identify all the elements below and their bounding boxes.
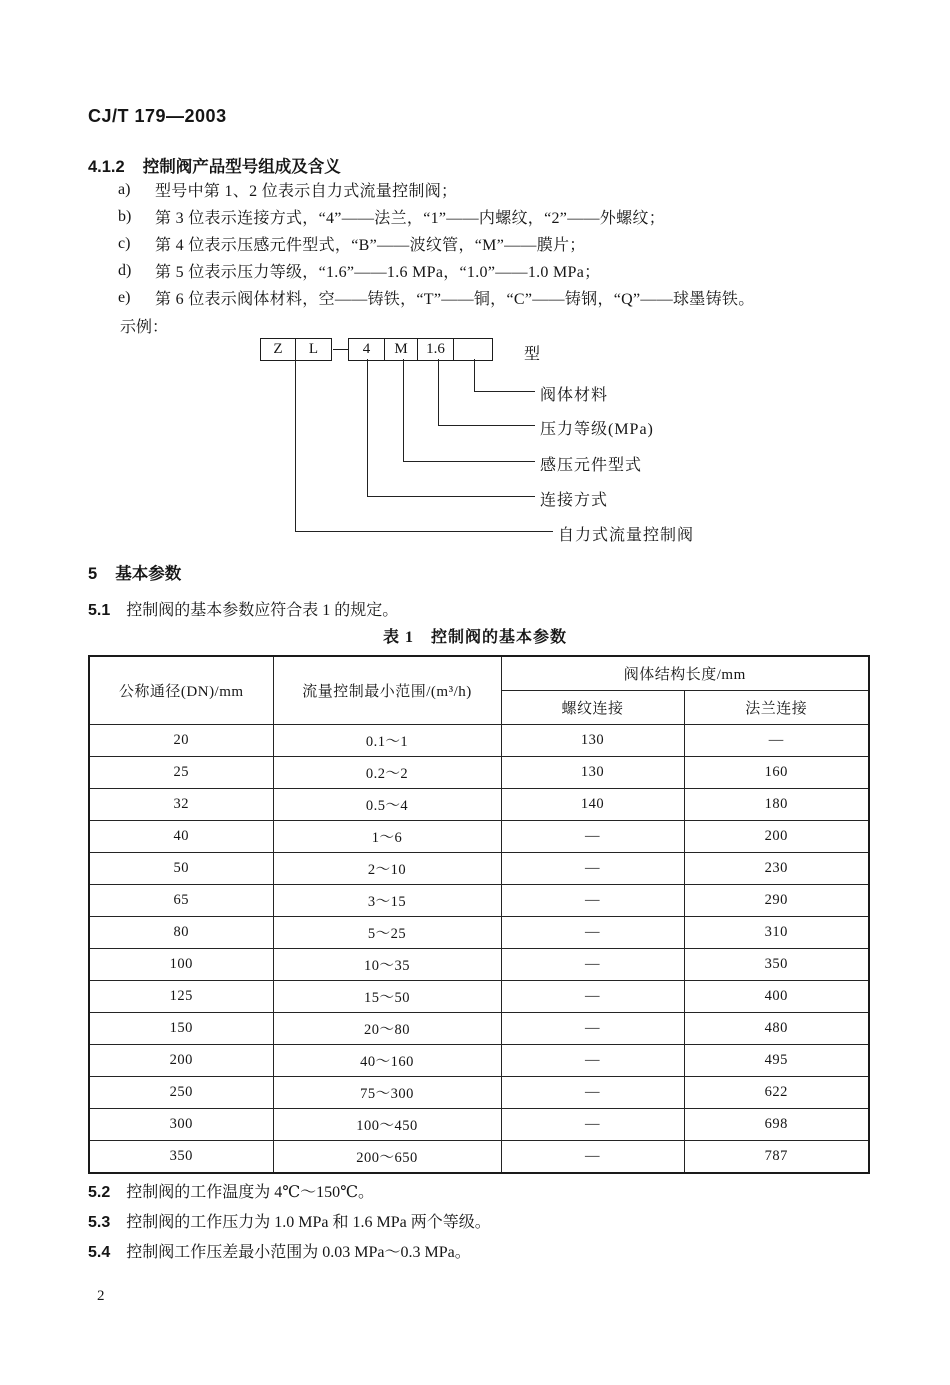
- table-cell: —: [501, 1141, 684, 1174]
- table-cell: 10～35: [273, 949, 501, 981]
- model-code-cell-z: Z: [261, 339, 296, 360]
- clause-number: 5.2: [88, 1184, 111, 1201]
- section-heading-5: [88, 560, 181, 584]
- table-cell: —: [501, 1109, 684, 1141]
- model-code-group2: [348, 338, 493, 361]
- table-row: [89, 1141, 869, 1174]
- list-item-text: 第 3 位表示连接方式，“4”——法兰，“1”——内螺纹，“2”——外螺纹；: [155, 210, 666, 227]
- col-header-threaded: 螺纹连接: [501, 691, 684, 725]
- list-item-letter: a): [118, 180, 131, 198]
- table-row: [89, 917, 869, 949]
- clause-text: 控制阀工作压差最小范围为 0.03 MPa～0.3 MPa。: [126, 1244, 471, 1261]
- section-title: 基本参数: [115, 564, 182, 583]
- table-cell: —: [501, 1013, 684, 1045]
- section-heading-412: [88, 153, 341, 177]
- table-cell: 40: [89, 821, 273, 853]
- list-item-text: 第 5 位表示压力等级，“1.6”——1.6 MPa，“1.0”——1.0 MPa；: [155, 264, 601, 281]
- table-cell: —: [501, 981, 684, 1013]
- section-number: 4.1.2: [88, 158, 125, 176]
- table-cell: 140: [501, 789, 684, 821]
- example-label: 示例：: [120, 319, 169, 336]
- table-cell: 80: [89, 917, 273, 949]
- table-cell: 0.2～2: [273, 757, 501, 789]
- callout-pressure-class: 压力等级(MPa): [540, 421, 654, 438]
- table-cell: 787: [684, 1141, 869, 1174]
- table-cell: —: [501, 885, 684, 917]
- table-cell: 130: [501, 725, 684, 757]
- table-row: [89, 757, 869, 789]
- callout-sensing-element: 感压元件型式: [540, 457, 643, 474]
- list-item: [118, 257, 755, 284]
- table-cell: —: [501, 949, 684, 981]
- model-type-suffix: 型: [524, 346, 543, 363]
- table-cell: 200: [684, 821, 869, 853]
- table-cell: 25: [89, 757, 273, 789]
- table-cell: 200～650: [273, 1141, 501, 1174]
- clause-number: 5.4: [88, 1244, 111, 1261]
- clause-number: 5.3: [88, 1214, 111, 1231]
- table-row: [89, 1077, 869, 1109]
- table-cell: 75～300: [273, 1077, 501, 1109]
- table-cell: 250: [89, 1077, 273, 1109]
- table-row: [89, 949, 869, 981]
- table-row: [89, 853, 869, 885]
- table-cell: 1～6: [273, 821, 501, 853]
- table-cell: 350: [684, 949, 869, 981]
- section-title: 控制阀产品型号组成及含义: [142, 157, 341, 176]
- list-item-letter: e): [118, 288, 131, 306]
- table-cell: 698: [684, 1109, 869, 1141]
- table-cell: 100～450: [273, 1109, 501, 1141]
- table-cell: 20: [89, 725, 273, 757]
- table-cell: 15～50: [273, 981, 501, 1013]
- model-code-cell-l: L: [308, 341, 319, 357]
- clause-5-4: [88, 1239, 471, 1262]
- model-code-cell-empty: [454, 339, 492, 360]
- table-cell: 0.5～4: [273, 789, 501, 821]
- table-cell: —: [501, 1077, 684, 1109]
- list-item: [118, 284, 755, 311]
- table-cell: 130: [501, 757, 684, 789]
- col-header-length: 阀体结构长度/mm: [501, 656, 869, 691]
- table-cell: 150: [89, 1013, 273, 1045]
- table-cell: 230: [684, 853, 869, 885]
- dash-connector: [333, 349, 348, 350]
- page-number: 2: [97, 1288, 105, 1304]
- table-row: [89, 789, 869, 821]
- model-code-cell-1-6: 1.6: [418, 339, 454, 360]
- callout-connection-type: 连接方式: [540, 492, 609, 509]
- model-code-cell-m: M: [385, 339, 418, 360]
- doc-standard-code: CJ/T 179—2003: [88, 106, 227, 126]
- clause-text: 控制阀的基本参数应符合表 1 的规定。: [126, 602, 399, 619]
- model-code-cell-4: 4: [349, 339, 385, 360]
- list-item: [118, 203, 755, 230]
- col-header-flanged: 法兰连接: [684, 691, 869, 725]
- table-cell: 125: [89, 981, 273, 1013]
- table-cell: 400: [684, 981, 869, 1013]
- table-caption: 表 1 控制阀的基本参数: [382, 629, 567, 646]
- table-cell: —: [501, 821, 684, 853]
- model-meaning-list: [118, 176, 755, 311]
- table-cell: 40～160: [273, 1045, 501, 1077]
- clause-5-1: [88, 597, 398, 620]
- list-item-text: 第 6 位表示阀体材料，空——铸铁，“T”——铜，“C”——铸钢，“Q”——球墨铸铁。: [155, 291, 755, 308]
- table-row: [89, 1109, 869, 1141]
- callout-body-material: 阀体材料: [540, 387, 609, 404]
- table-row: [89, 1045, 869, 1077]
- table-cell: 2～10: [273, 853, 501, 885]
- table-cell: —: [501, 1045, 684, 1077]
- col-header-dn: 公称通径(DN)/mm: [89, 656, 273, 725]
- table-cell: 200: [89, 1045, 273, 1077]
- clause-5-3: [88, 1209, 491, 1232]
- col-header-flow: 流量控制最小范围/(m³/h): [273, 656, 501, 725]
- list-item: [118, 230, 755, 257]
- basic-parameters-table: [88, 655, 870, 1174]
- table-cell: 622: [684, 1077, 869, 1109]
- section-number: 5: [88, 565, 98, 583]
- table-cell: 300: [89, 1109, 273, 1141]
- table-row: [89, 725, 869, 757]
- table-cell: 65: [89, 885, 273, 917]
- callout-line-valve-name: [295, 359, 553, 532]
- table-cell: 180: [684, 789, 869, 821]
- table-cell: 290: [684, 885, 869, 917]
- table-cell: —: [501, 917, 684, 949]
- list-item-text: 型号中第 1、2 位表示自力式流量控制阀；: [155, 183, 458, 200]
- model-code-group1: [260, 338, 332, 361]
- table-cell: 480: [684, 1013, 869, 1045]
- list-item-letter: c): [118, 234, 131, 252]
- table-row: [89, 981, 869, 1013]
- table-cell: 3～15: [273, 885, 501, 917]
- table-row: [89, 1013, 869, 1045]
- table-row: [89, 821, 869, 853]
- clause-5-2: [88, 1179, 374, 1202]
- table-cell: 100: [89, 949, 273, 981]
- list-item-letter: d): [118, 261, 132, 279]
- table-cell: 32: [89, 789, 273, 821]
- clause-number: 5.1: [88, 602, 111, 619]
- table-cell: 5～25: [273, 917, 501, 949]
- table-cell: —: [684, 725, 869, 757]
- clause-text: 控制阀的工作压力为 1.0 MPa 和 1.6 MPa 两个等级。: [126, 1214, 491, 1231]
- table-cell: 495: [684, 1045, 869, 1077]
- table-cell: 350: [89, 1141, 273, 1174]
- callout-valve-name: 自力式流量控制阀: [558, 527, 695, 544]
- table-cell: 20～80: [273, 1013, 501, 1045]
- list-item-letter: b): [118, 207, 132, 225]
- table-cell: 50: [89, 853, 273, 885]
- list-item-text: 第 4 位表示压感元件型式，“B”——波纹管，“M”——膜片；: [155, 237, 586, 254]
- table-cell: 310: [684, 917, 869, 949]
- table-row: [89, 885, 869, 917]
- table-cell: 160: [684, 757, 869, 789]
- table-cell: —: [501, 853, 684, 885]
- list-item: [118, 176, 755, 203]
- clause-text: 控制阀的工作温度为 4℃～150℃。: [126, 1184, 375, 1201]
- table-cell: 0.1～1: [273, 725, 501, 757]
